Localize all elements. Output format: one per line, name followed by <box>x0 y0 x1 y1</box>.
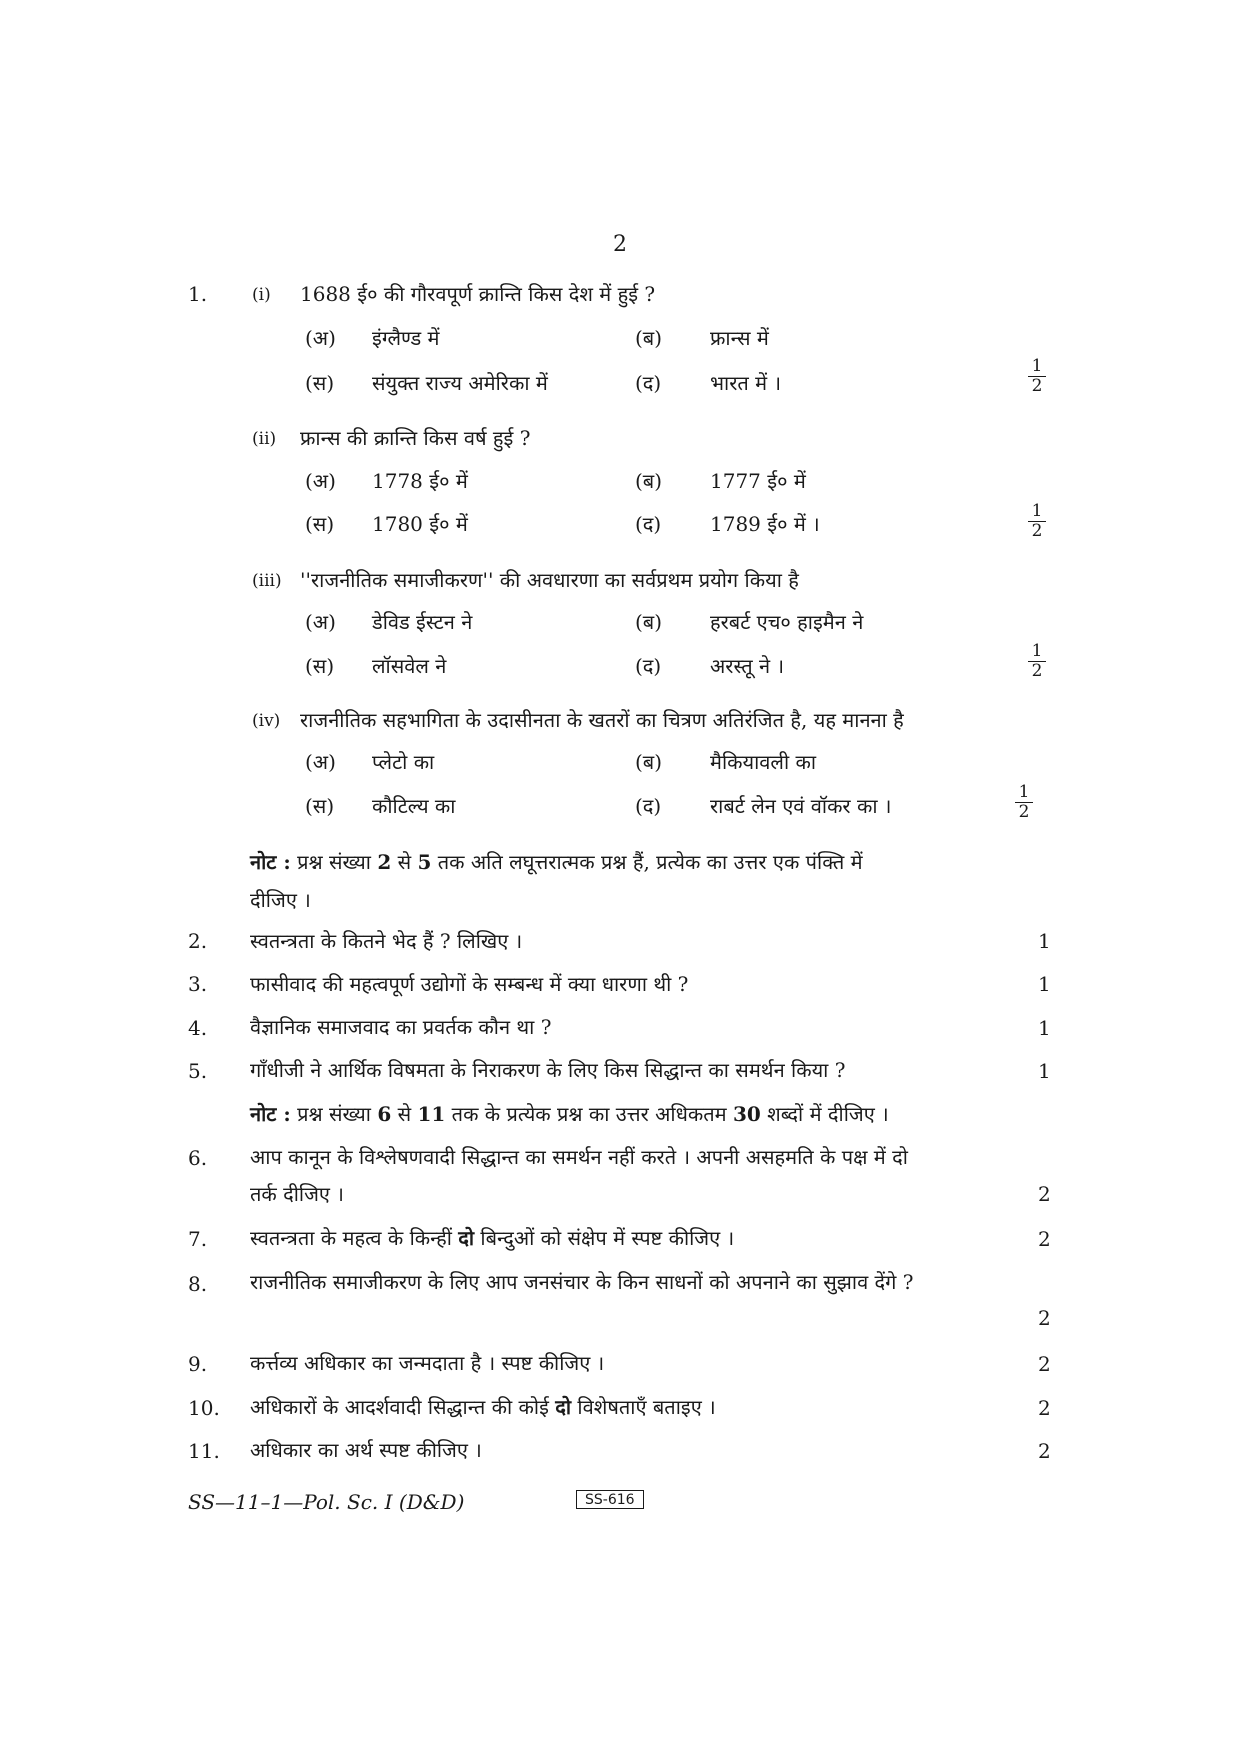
option-text: अरस्तू ने । <box>710 654 785 678</box>
question-marks: 2 <box>1038 1439 1051 1463</box>
note-text: प्रश्न संख्या <box>290 1102 378 1126</box>
option-label: (स) <box>305 371 335 395</box>
option-text: 1778 ई० में <box>372 469 468 493</box>
note-very-short-questions <box>250 848 863 875</box>
part-stem: फ्रान्स की क्रान्ति किस वर्ष हुई ? <box>300 426 531 450</box>
question-text-part: स्वतन्त्रता के महत्व के किन्हीं <box>250 1226 459 1250</box>
marks-numerator: 1 <box>1015 784 1033 803</box>
option-label: (द) <box>635 512 662 536</box>
option-label: (ब) <box>635 610 663 634</box>
question-marks: 1 <box>1038 972 1051 996</box>
note-text: शब्दों में दीजिए । <box>760 1102 889 1126</box>
option-label: (स) <box>305 654 335 678</box>
note-number: 30 <box>732 1102 761 1126</box>
question-marks: 2 <box>1038 1306 1051 1330</box>
question-number: 6. <box>188 1146 208 1170</box>
note-number: 5 <box>417 850 432 874</box>
note-short-questions <box>250 1100 889 1127</box>
question-text: राजनीतिक समाजीकरण के लिए आप जनसंचार के किन साधनों को अपनाने का सुझाव देंगे ? <box>250 1270 914 1294</box>
marks-numerator: 1 <box>1028 643 1046 662</box>
option-label: (ब) <box>635 326 663 350</box>
question-emphasis: दो <box>458 1226 475 1250</box>
option-text: 1777 ई० में <box>710 469 806 493</box>
option-label: (द) <box>635 654 662 678</box>
question-text: गाँधीजी ने आर्थिक विषमता के निराकरण के लिए किस सिद्धान्त का समर्थन किया ? <box>250 1058 846 1082</box>
question-text-part: अधिकारों के आदर्शवादी सिद्धान्त की कोई <box>250 1395 556 1419</box>
note-text: से <box>391 850 418 874</box>
marks-fraction <box>1028 643 1046 680</box>
note-text: से <box>391 1102 418 1126</box>
option-label: (अ) <box>305 469 336 493</box>
part-label: (iv) <box>252 711 281 731</box>
option-label: (स) <box>305 512 335 536</box>
question-text: फासीवाद की महत्वपूर्ण उद्योगों के सम्बन्ध में क्या धारणा थी ? <box>250 972 689 996</box>
part-stem: 1688 ई० की गौरवपूर्ण क्रान्ति किस देश में हुई ? <box>300 282 656 306</box>
option-label: (द) <box>635 794 662 818</box>
option-label: (स) <box>305 794 335 818</box>
note-text: प्रश्न संख्या <box>290 850 378 874</box>
option-text: फ्रान्स में <box>710 326 769 350</box>
question-number: 2. <box>188 929 208 953</box>
question-text-line1: आप कानून के विश्लेषणवादी सिद्धान्त का समर्थन नहीं करते । अपनी असहमति के पक्ष में दो <box>250 1145 908 1169</box>
option-text: लॉसवेल ने <box>372 654 447 678</box>
question-number: 4. <box>188 1016 208 1040</box>
question-text <box>250 1393 716 1420</box>
marks-fraction <box>1028 358 1046 395</box>
question-marks: 2 <box>1038 1182 1051 1206</box>
option-text: कौटिल्य का <box>372 794 456 818</box>
question-text: अधिकार का अर्थ स्पष्ट कीजिए । <box>250 1438 482 1462</box>
option-text: प्लेटो का <box>372 750 435 774</box>
option-text: राबर्ट लेन एवं वॉकर का । <box>710 794 892 818</box>
marks-denominator: 2 <box>1031 376 1043 396</box>
question-number: 11. <box>188 1439 220 1463</box>
option-label: (अ) <box>305 326 336 350</box>
marks-numerator: 1 <box>1028 358 1046 377</box>
note-label: नोट : <box>250 1102 291 1126</box>
option-text: इंग्लैण्ड में <box>372 326 440 350</box>
question-number: 5. <box>188 1059 208 1083</box>
option-text: मैकियावली का <box>710 750 817 774</box>
option-text: 1789 ई० में । <box>710 512 820 536</box>
part-label: (iii) <box>252 571 282 591</box>
question-number: 1. <box>188 282 208 306</box>
question-number: 7. <box>188 1227 208 1251</box>
part-stem: राजनीतिक सहभागिता के उदासीनता के खतरों का चित्रण अतिरंजित है, यह मानना है <box>300 708 904 732</box>
question-number: 10. <box>188 1396 220 1420</box>
option-label: (ब) <box>635 750 663 774</box>
question-text: कर्त्तव्य अधिकार का जन्मदाता है । स्पष्ट कीजिए । <box>250 1351 605 1375</box>
question-marks: 1 <box>1038 929 1051 953</box>
marks-denominator: 2 <box>1018 802 1030 822</box>
note-number: 11 <box>417 1102 446 1126</box>
question-marks: 2 <box>1038 1396 1051 1420</box>
question-text: वैज्ञानिक समाजवाद का प्रवर्तक कौन था ? <box>250 1015 552 1039</box>
note-text-line2: दीजिए । <box>250 888 311 912</box>
note-label: नोट : <box>250 850 291 874</box>
question-number: 8. <box>188 1272 208 1296</box>
note-number: 2 <box>377 850 392 874</box>
question-marks: 1 <box>1038 1016 1051 1040</box>
option-label: (अ) <box>305 610 336 634</box>
question-marks: 2 <box>1038 1227 1051 1251</box>
series-code-box: SS-616 <box>576 1490 644 1509</box>
question-number: 9. <box>188 1352 208 1376</box>
page-number: 2 <box>613 232 627 257</box>
option-text: हरबर्ट एच० हाइमैन ने <box>710 610 864 634</box>
marks-denominator: 2 <box>1031 661 1043 681</box>
question-marks: 2 <box>1038 1352 1051 1376</box>
option-text: भारत में । <box>710 371 782 395</box>
option-label: (अ) <box>305 750 336 774</box>
question-number: 3. <box>188 972 208 996</box>
note-text: तक अति लघूत्तरात्मक प्रश्न हैं, प्रत्येक का उत्तर एक पंक्ति में <box>431 850 863 874</box>
option-label: (द) <box>635 371 662 395</box>
question-text-line2: तर्क दीजिए । <box>250 1182 344 1206</box>
marks-denominator: 2 <box>1031 521 1043 541</box>
paper-code: SS—11–1—Pol. Sc. I (D&D) <box>188 1490 465 1514</box>
question-marks: 1 <box>1038 1059 1051 1083</box>
marks-fraction <box>1015 784 1033 821</box>
option-label: (ब) <box>635 469 663 493</box>
part-label: (i) <box>252 285 271 305</box>
option-text: संयुक्त राज्य अमेरिका में <box>372 371 548 395</box>
note-number: 6 <box>377 1102 392 1126</box>
note-text: तक के प्रत्येक प्रश्न का उत्तर अधिकतम <box>445 1102 733 1126</box>
question-text <box>250 1224 734 1251</box>
marks-numerator: 1 <box>1028 503 1046 522</box>
marks-fraction <box>1028 503 1046 540</box>
question-text: स्वतन्त्रता के कितने भेद हैं ? लिखिए । <box>250 929 523 953</box>
option-text: डेविड ईस्टन ने <box>372 610 473 634</box>
option-text: 1780 ई० में <box>372 512 468 536</box>
question-text-part: विशेषताएँ बताइए । <box>571 1395 716 1419</box>
part-label: (ii) <box>252 429 277 449</box>
question-emphasis: दो <box>555 1395 572 1419</box>
question-text-part: बिन्दुओं को संक्षेप में स्पष्ट कीजिए । <box>474 1226 735 1250</box>
part-stem: ''राजनीतिक समाजीकरण'' की अवधारणा का सर्वप्रथम प्रयोग किया है <box>300 568 799 592</box>
